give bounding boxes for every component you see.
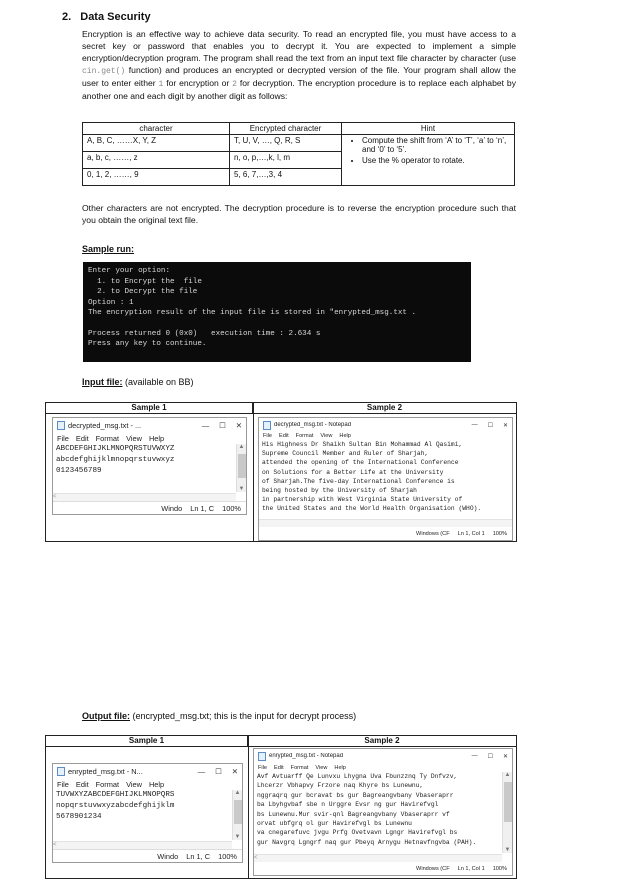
- menu-bar: [53, 778, 242, 790]
- text-line: being hosted by the University of Sharjah: [262, 487, 417, 495]
- scroll-thumb[interactable]: [234, 800, 242, 824]
- notepad-file-icon: [57, 421, 65, 430]
- code-option-2: 2: [232, 79, 237, 89]
- table-cell: T, U, V, …, Q, R, S: [230, 135, 342, 152]
- menu-help[interactable]: Help: [339, 433, 351, 439]
- minimize-icon[interactable]: —: [197, 766, 206, 776]
- scroll-thumb[interactable]: [504, 782, 512, 822]
- section-number: 2.: [62, 11, 72, 23]
- input-file-note: (available on BB): [122, 377, 194, 387]
- intro-text-4: for decryption. The encryption procedure is to replace each alphabet by another one and each digit by another digit as follows:: [82, 77, 516, 101]
- menu-file[interactable]: File: [258, 764, 268, 771]
- minimize-icon[interactable]: —: [201, 420, 210, 430]
- status-bar: [53, 849, 242, 862]
- console-line: Press any key to continue.: [88, 340, 207, 348]
- text-area[interactable]: [259, 440, 512, 514]
- notepad-file-icon: [57, 767, 65, 776]
- notepad-window-input-2: [258, 417, 513, 541]
- table-cell: 0, 1, 2, ……, 9: [83, 169, 230, 186]
- minimize-icon[interactable]: —: [471, 422, 478, 428]
- maximize-icon[interactable]: ☐: [215, 766, 222, 776]
- window-title: enrypted_msg.txt - N...: [68, 766, 143, 776]
- notepad-window-output-1: [52, 763, 243, 863]
- output-file-label: Output file:: [82, 711, 130, 721]
- menu-format[interactable]: Format: [295, 433, 314, 439]
- input-file-label: Input file:: [82, 377, 123, 387]
- maximize-icon[interactable]: ☐: [487, 422, 493, 429]
- scroll-down-icon[interactable]: ▼: [238, 486, 245, 492]
- text-line: va cnegarefuvc jvgu Prfg Ovetvavn Lgngr Havirefvgl bs: [257, 829, 458, 837]
- window-title: decrypted_msg.txt - ...: [68, 420, 142, 430]
- intro-text-2: function) and produces an encrypted or decrypted version of the file. Your program shall allow the user to enter either: [82, 64, 516, 88]
- intro-text-1: Encryption is an effective way to achieve data security. To read an encrypted file, you must have access to a secret key or password that enables you to decrypt it. You are expected to implement a simple encryption/decryption program. The program shall read the text from an input text file character by character (use: [82, 29, 516, 63]
- col-header-encrypted: Encrypted character: [230, 123, 342, 135]
- text-area[interactable]: [53, 790, 242, 823]
- close-icon[interactable]: ✕: [502, 422, 508, 429]
- menu-bar: [53, 432, 246, 444]
- status-zoom: 100%: [222, 503, 241, 513]
- status-zoom: 100%: [492, 530, 507, 537]
- menu-file[interactable]: File: [57, 779, 69, 789]
- minimize-icon[interactable]: —: [471, 753, 478, 759]
- col-header-hint: Hint: [342, 123, 515, 135]
- status-bar: [259, 527, 512, 540]
- text-line: nopqrstuvwxyzabcdefghijklm: [56, 802, 175, 810]
- window-title: decrypted_msg.txt - Notepad: [274, 422, 352, 428]
- menu-format[interactable]: Format: [95, 433, 120, 443]
- status-zoom: 100%: [492, 865, 507, 872]
- output-sample1-header: Sample 1: [46, 736, 248, 747]
- notepad-window-output-2: [253, 748, 513, 876]
- status-bar: [53, 501, 246, 514]
- status-position: Ln 1, Col 1: [457, 530, 485, 537]
- scroll-thumb[interactable]: [238, 454, 246, 478]
- text-line: TUVWXYZABCDEFGHIJKLMNOPQRS: [56, 791, 175, 799]
- horizontal-scrollbar[interactable]: [259, 519, 512, 527]
- text-line: in partnership with West Virginia State University of: [262, 496, 463, 504]
- scroll-down-icon[interactable]: ▼: [504, 847, 511, 853]
- status-encoding: Windows (CF: [416, 530, 450, 537]
- text-line: Avf Avtuarff Qe Lunvxu Lhygna Uva Fbunzznq Ty Dnfvzv,: [257, 773, 458, 780]
- menu-bar: [254, 763, 512, 772]
- menu-format[interactable]: Format: [290, 764, 309, 771]
- input-sample1-header: Sample 1: [46, 403, 253, 414]
- hint-cell: [342, 135, 515, 186]
- scroll-up-icon[interactable]: ▲: [238, 444, 245, 450]
- menu-view[interactable]: View: [126, 779, 142, 789]
- scroll-up-icon[interactable]: ▲: [504, 772, 511, 778]
- window-title: enrypted_msg.txt - Notepad: [269, 753, 344, 759]
- text-line: on Solutions for a Better Life at the University: [262, 468, 444, 476]
- output-sample2-header: Sample 2: [248, 736, 516, 747]
- menu-help[interactable]: Help: [148, 433, 165, 443]
- section-title: Data Security: [80, 11, 151, 23]
- text-line: Lhcerzr Vbhapvy Frzore naq Khyre bs Lunewnu,: [257, 782, 424, 790]
- vertical-scrollbar[interactable]: [232, 790, 242, 840]
- text-line: nggraqrq gur bcravat bs gur Bagreangvbany Vbaseraprr: [257, 791, 454, 799]
- text-line: gur Navgrq Lgngrf naq gur Pbeyq Arnygu Hetnavfngvba (PAH).: [257, 838, 477, 846]
- scroll-up-icon[interactable]: ▲: [234, 790, 241, 796]
- sample-run-label: Sample run:: [82, 244, 135, 254]
- text-line: ba Lbyhgvbaf sbe n Urggre Evsr ng gur Havirefvgl: [257, 801, 439, 809]
- table-cell: 5, 6, 7,…,3, 4: [230, 169, 342, 186]
- console-line: The encryption result of the input file is stored in "enrypted_msg.txt .: [88, 309, 417, 317]
- horizontal-scrollbar[interactable]: <: [53, 841, 232, 849]
- input-samples-table: [45, 402, 517, 542]
- hint-item: • Use the % operator to rotate.: [362, 156, 510, 165]
- text-line: abcdefghijklmnopqrstuvwxyz: [56, 456, 175, 464]
- text-line: of Sharjah.The five-day International Conference is: [262, 477, 455, 485]
- intro-paragraph: [82, 29, 516, 102]
- text-line: attended the opening of the International Conference: [262, 459, 459, 467]
- status-position: Ln 1, Col 1: [457, 865, 485, 872]
- console-line: Process returned 0 (0x0) execution time : 2.634 s: [88, 329, 321, 338]
- window-titlebar: [259, 418, 512, 432]
- text-line: bs Lunewnu.Mur svir-qnl Bagreangvbany Vbaseraprr vf: [257, 810, 450, 818]
- notepad-file-icon: [258, 752, 266, 761]
- horizontal-scrollbar[interactable]: <: [53, 493, 236, 501]
- menu-view[interactable]: View: [320, 433, 333, 439]
- col-header-character: character: [83, 123, 230, 135]
- hint-item: • Compute the shift from ‘A’ to ‘T’, ‘a’ to ‘n’, and ‘0’ to ‘5’.: [362, 136, 510, 154]
- status-encoding: Windo: [157, 851, 179, 861]
- menu-edit[interactable]: Edit: [274, 764, 284, 771]
- vertical-scrollbar[interactable]: [502, 772, 512, 853]
- menu-format[interactable]: Format: [95, 779, 120, 789]
- status-encoding: Windo: [161, 503, 183, 513]
- menu-help[interactable]: Help: [334, 764, 346, 771]
- status-encoding: Windows (CF: [416, 865, 450, 872]
- close-icon[interactable]: ✕: [235, 420, 242, 430]
- text-line: 0123456789: [56, 467, 102, 475]
- text-line: ABCDEFGHIJKLMNOPQRSTUVWXYZ: [56, 445, 175, 453]
- menu-edit[interactable]: Edit: [75, 779, 89, 789]
- menu-bar: [259, 432, 512, 440]
- other-characters-paragraph: Other characters are not encrypted. The decryption procedure is to reverse the encryption procedure such that you obtain the original text file.: [82, 203, 516, 225]
- console-output: [83, 262, 471, 362]
- text-line: orvat ubfgrq ol gur Havirefvgl bs Lunewnu: [257, 820, 412, 828]
- menu-file[interactable]: File: [263, 433, 273, 439]
- menu-edit[interactable]: Edit: [279, 433, 289, 439]
- input-file-heading: [82, 377, 194, 387]
- close-icon[interactable]: ✕: [502, 753, 508, 760]
- scroll-down-icon[interactable]: ▼: [234, 834, 241, 840]
- console-line: Option : 1: [88, 298, 134, 307]
- output-samples-table: [45, 735, 517, 879]
- text-line: His Highness Dr Shaikh Sultan Bin Mohammad Al Qasimi,: [262, 441, 463, 448]
- horizontal-scrollbar[interactable]: <: [254, 854, 502, 862]
- code-option-1: 1: [158, 79, 164, 89]
- status-position: Ln 1, C: [190, 503, 215, 513]
- window-titlebar: [254, 749, 512, 763]
- output-file-note: (encrypted_msg.txt; this is the input for decrypt process): [130, 711, 357, 721]
- output-file-heading: [82, 711, 356, 721]
- notepad-file-icon: [263, 421, 271, 430]
- table-cell: n, o, p,…,k, l, m: [230, 152, 342, 169]
- input-sample2-header: Sample 2: [253, 403, 516, 414]
- intro-text-3: for encryption or: [163, 77, 233, 88]
- notepad-window-input-1: [52, 417, 247, 515]
- status-zoom: 100%: [218, 851, 237, 861]
- text-area[interactable]: [53, 444, 246, 477]
- menu-help[interactable]: Help: [148, 779, 165, 789]
- menu-view[interactable]: View: [315, 764, 328, 771]
- table-cell: A, B, C, ……X, Y, Z: [83, 135, 230, 152]
- menu-file[interactable]: File: [57, 433, 69, 443]
- console-line: Enter your option:: [88, 267, 171, 275]
- text-area[interactable]: [254, 772, 512, 847]
- table-cell: a, b, c, ……, z: [83, 152, 230, 169]
- console-line: 1. to Encrypt the file: [88, 277, 202, 286]
- maximize-icon[interactable]: ☐: [487, 753, 493, 760]
- status-bar: [254, 862, 512, 875]
- section-heading: [62, 11, 151, 23]
- text-line: the United States and the World Health Organisation (WHO).: [262, 505, 482, 513]
- close-icon[interactable]: ✕: [231, 766, 238, 776]
- text-line: Supreme Council Member and Ruler of Sharjah,: [262, 450, 429, 458]
- vertical-scrollbar[interactable]: [236, 444, 246, 492]
- window-titlebar: [53, 764, 242, 778]
- menu-view[interactable]: View: [126, 433, 142, 443]
- status-position: Ln 1, C: [186, 851, 211, 861]
- encryption-table: [82, 122, 515, 186]
- maximize-icon[interactable]: ☐: [219, 420, 226, 430]
- window-titlebar: [53, 418, 246, 432]
- code-cin-get: cin.get(): [82, 66, 126, 76]
- console-line: 2. to Decrypt the file: [88, 288, 198, 296]
- console-blank: [88, 319, 466, 329]
- text-line: 5678901234: [56, 813, 102, 821]
- menu-edit[interactable]: Edit: [75, 433, 89, 443]
